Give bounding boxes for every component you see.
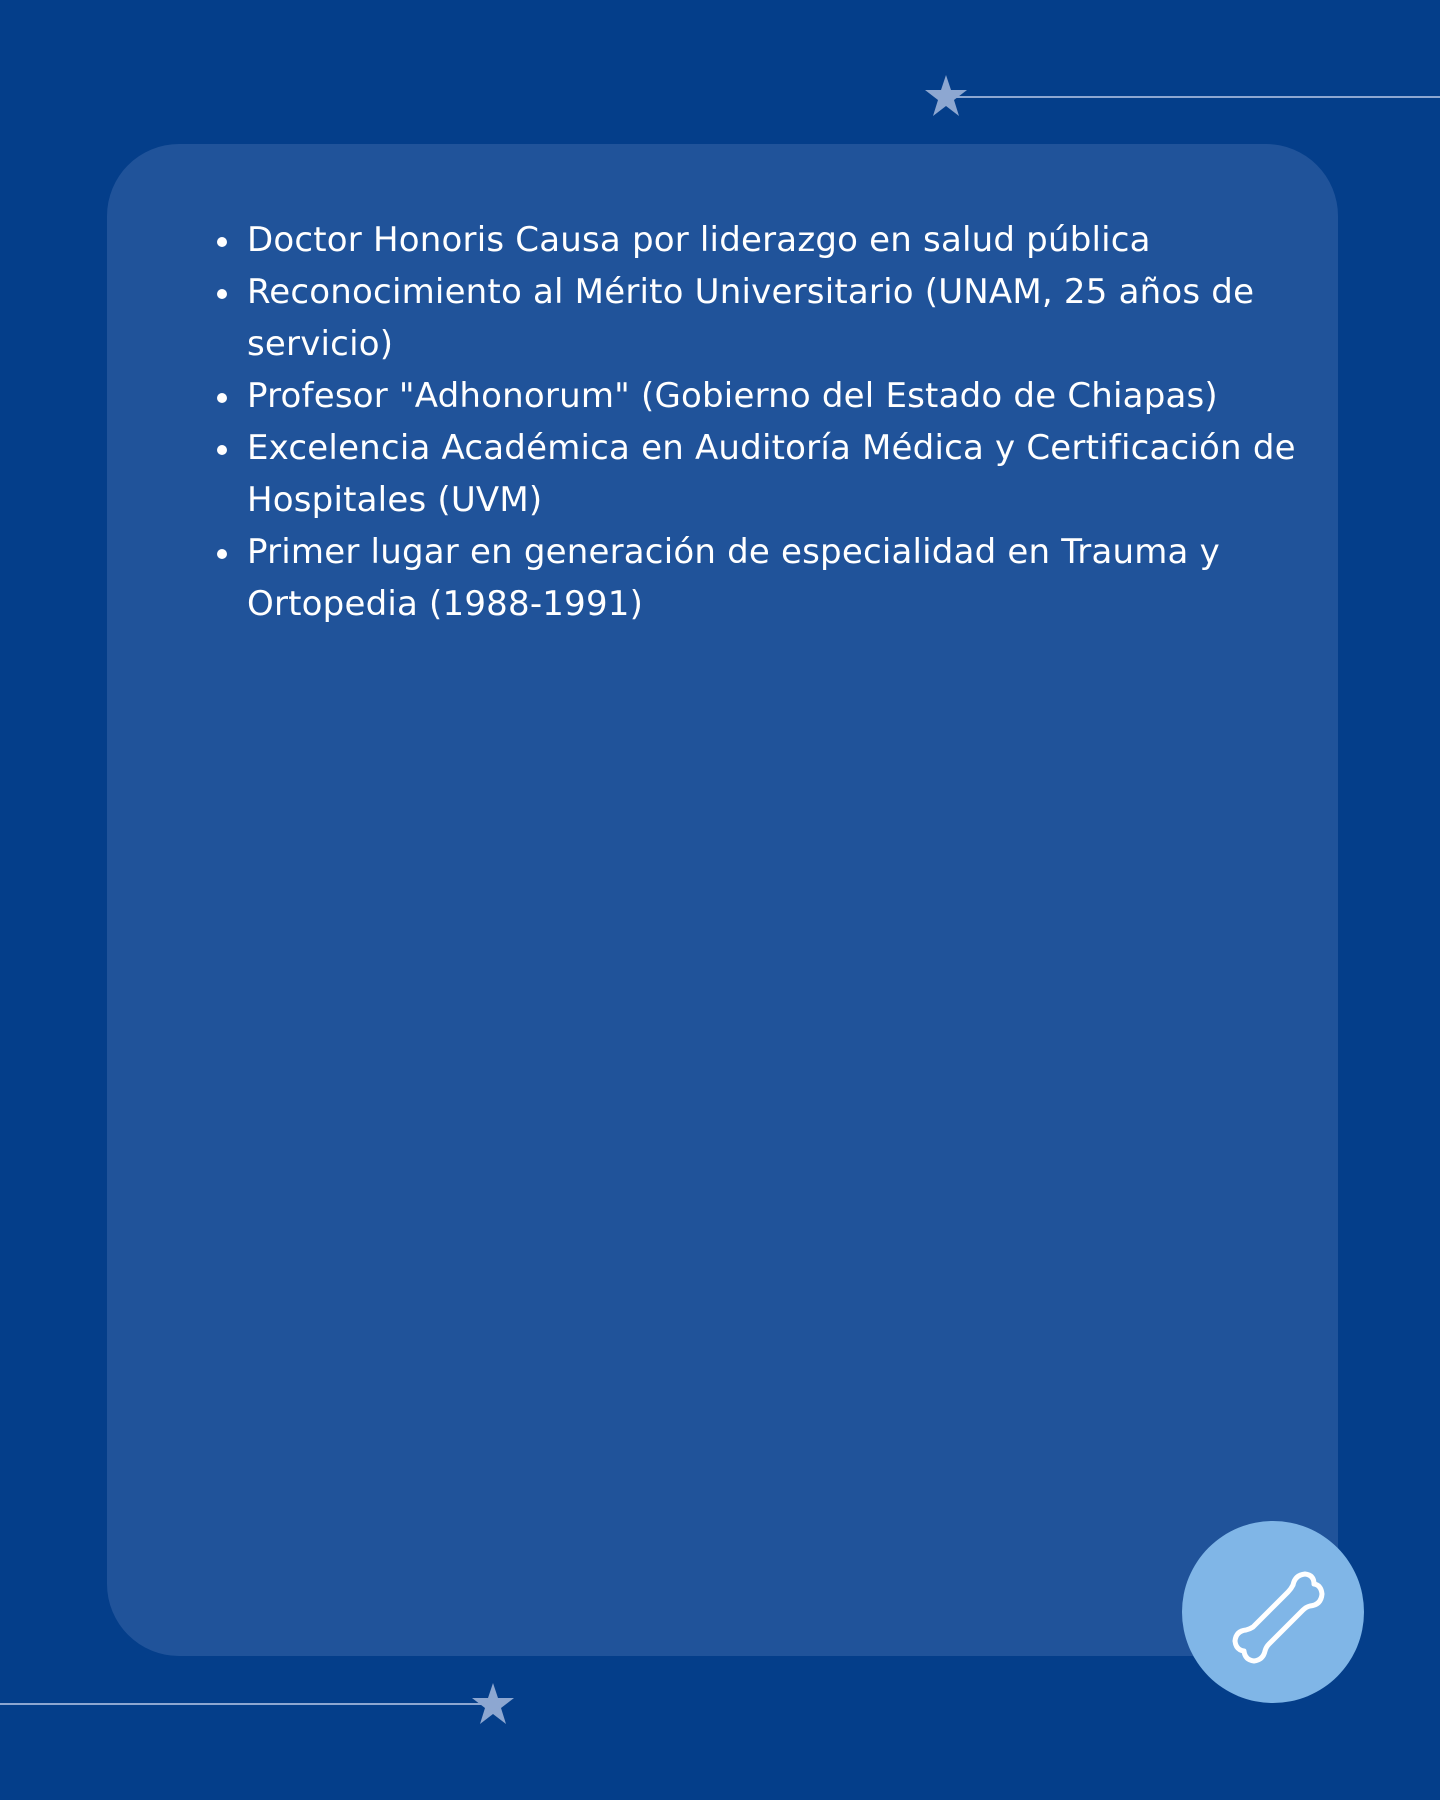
award-text: Primer lugar en generación de especialidad en Trauma y Ortopedia (1988-1991) [247, 532, 1220, 624]
decorative-line-bottom [0, 1703, 490, 1705]
award-text: Profesor "Adhonorum" (Gobierno del Estado de Chiapas) [247, 376, 1218, 416]
bullet-icon [217, 393, 227, 403]
list-item [247, 370, 1317, 422]
star-icon [923, 73, 969, 119]
bone-icon [1208, 1547, 1338, 1677]
award-text: Reconocimiento al Mérito Universitario (UNAM, 25 años de servicio) [247, 272, 1255, 364]
list-item [247, 266, 1317, 370]
awards-card [107, 144, 1338, 1656]
list-item [247, 422, 1317, 526]
bullet-icon [217, 549, 227, 559]
bullet-icon [217, 237, 227, 247]
bullet-icon [217, 445, 227, 455]
award-text: Doctor Honoris Causa por liderazgo en salud pública [247, 220, 1151, 260]
list-item [247, 526, 1317, 630]
bone-badge [1182, 1521, 1364, 1703]
awards-list [247, 214, 1317, 630]
star-icon [470, 1681, 516, 1727]
award-text: Excelencia Académica en Auditoría Médica y Certificación de Hospitales (UVM) [247, 428, 1296, 520]
list-item [247, 214, 1317, 266]
bullet-icon [217, 289, 227, 299]
decorative-line-top [950, 96, 1440, 98]
